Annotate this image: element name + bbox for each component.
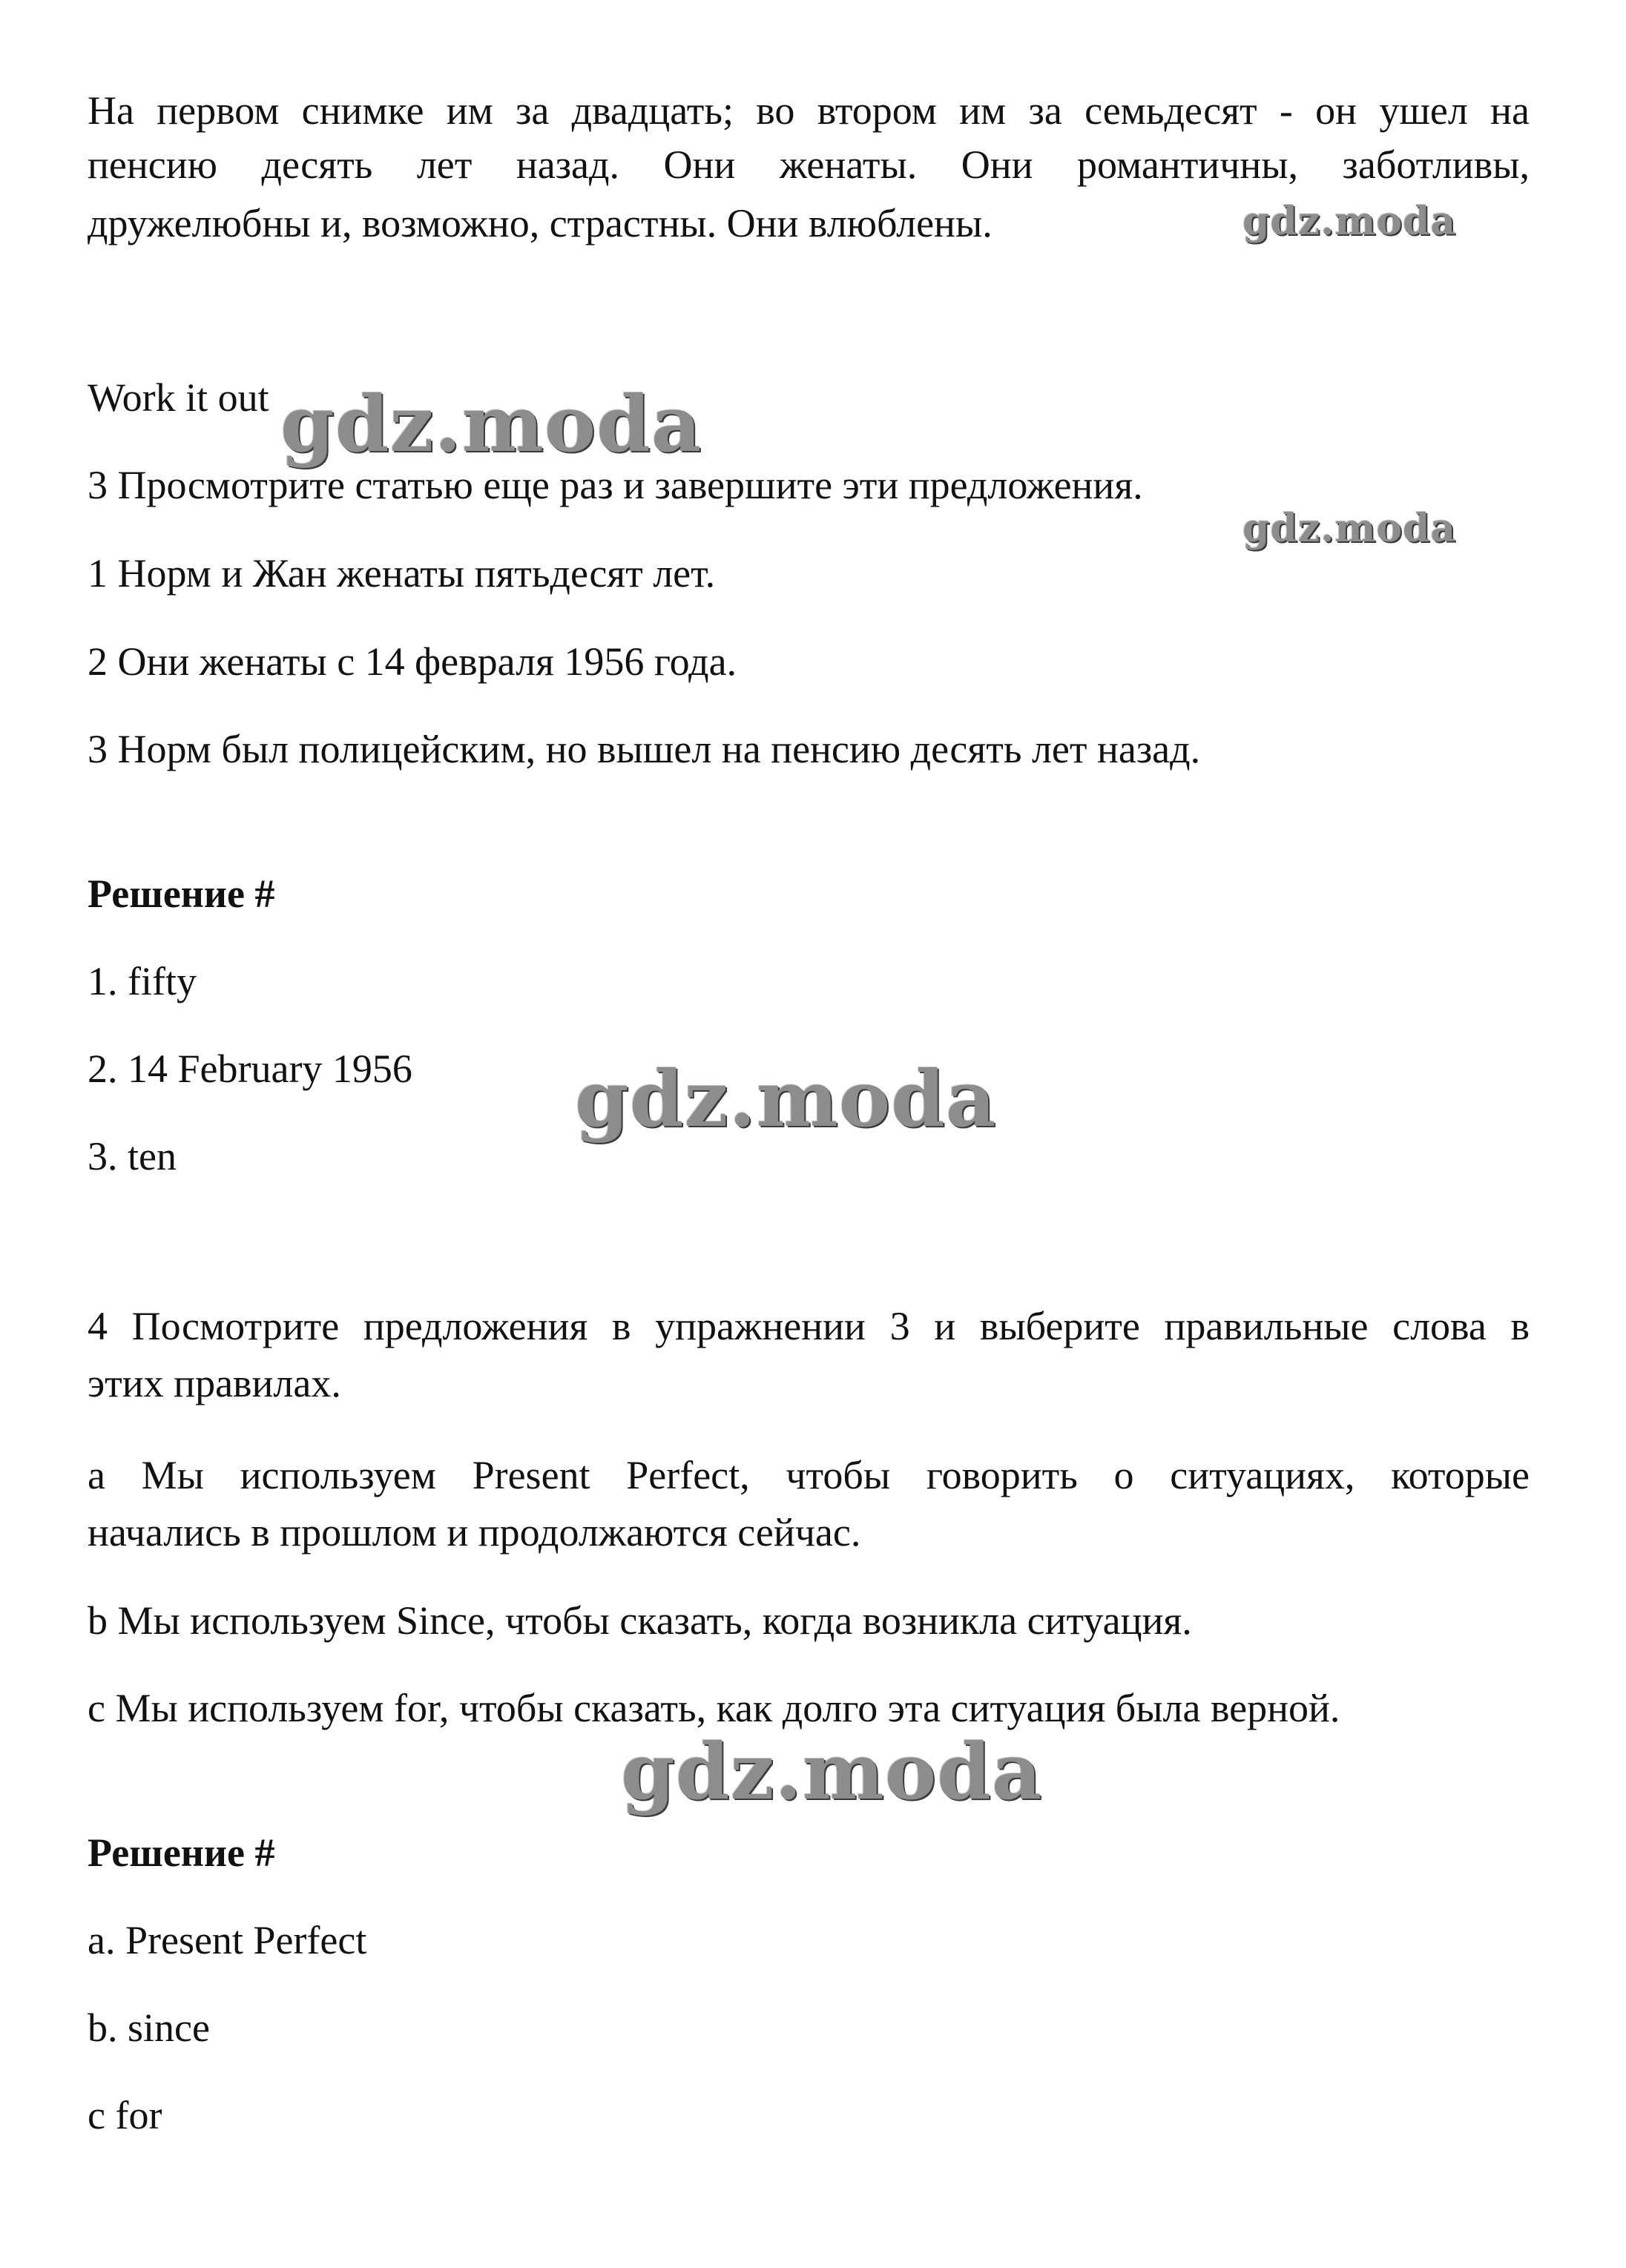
watermark: gdz.moda bbox=[280, 378, 702, 469]
solution-answer: b. since bbox=[88, 2005, 210, 2050]
solution-heading: Решение # bbox=[88, 1830, 275, 1875]
solution-answer: 3. ten bbox=[88, 1134, 177, 1178]
exercise-3-item: 1 Норм и Жан женаты пятьдесят лет. bbox=[88, 551, 716, 596]
intro-line-3: дружелюбны и, возможно, страстны. Они влюблены. bbox=[88, 201, 993, 245]
exercise-3-item: 3 Норм был полицейским, но вышел на пенсию десять лет назад. bbox=[88, 727, 1201, 771]
watermark: gdz.moda bbox=[1242, 506, 1457, 551]
exercise-4-task-line-1: 4 Посмотрите предложения в упражнении 3 и выберите правильные слова в bbox=[88, 1304, 1530, 1348]
watermark: gdz.moda bbox=[1242, 199, 1457, 244]
solution-answer: 1. fifty bbox=[88, 959, 197, 1003]
solution-heading: Решение # bbox=[88, 871, 275, 916]
section-heading: Work it out bbox=[88, 375, 269, 420]
solution-answer: 2. 14 February 1956 bbox=[88, 1046, 412, 1091]
watermark: gdz.moda bbox=[575, 1053, 997, 1144]
rule-a-line-1: a Мы используем Present Perfect, чтобы говорить о ситуациях, которые bbox=[88, 1453, 1530, 1497]
intro-line-1: На первом снимке им за двадцать; во втором им за семьдесят - он ушел на bbox=[88, 88, 1530, 133]
exercise-4-task-line-2: этих правилах. bbox=[88, 1361, 341, 1405]
exercise-3-item: 2 Они женаты с 14 февраля 1956 года. bbox=[88, 639, 737, 684]
watermark: gdz.moda bbox=[621, 1726, 1043, 1817]
exercise-3-task: 3 Просмотрите статью еще раз и завершите эти предложения. bbox=[88, 463, 1143, 507]
rule-a-line-2: начались в прошлом и продолжаются сейчас. bbox=[88, 1510, 861, 1555]
rule-c: c Мы используем for, чтобы сказать, как долго эта ситуация была верной. bbox=[88, 1686, 1340, 1730]
solution-answer: c for bbox=[88, 2093, 162, 2137]
intro-line-2: пенсию десять лет назад. Они женаты. Они романтичны, заботливы, bbox=[88, 142, 1530, 187]
rule-b: b Мы используем Since, чтобы сказать, когда возникла ситуация. bbox=[88, 1598, 1192, 1643]
solution-answer: a. Present Perfect bbox=[88, 1918, 367, 1962]
